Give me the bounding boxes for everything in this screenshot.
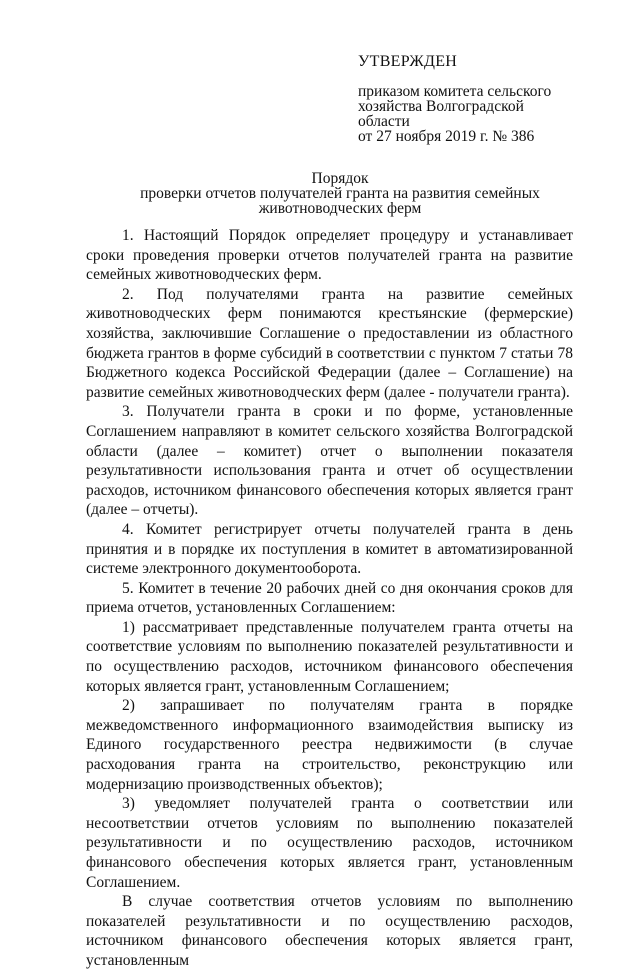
paragraph: 3) уведомляет получателей гранта о соответствии или несоответствии отчетов условиям по выполнению показателей результативности и по осуществлению расходов, источником финансового обеспечения которых является грант, установленным Соглашением. [86, 795, 573, 891]
document-body [86, 226, 573, 971]
title-line: проверки отчетов получателей гранта на развития семейных [140, 185, 540, 202]
paragraph: 2. Под получателями гранта на развитие семейных животноводческих ферм понимаются крестьянские (фермерские) хозяйства, заключившие Соглашение о предоставлении из областного бюджета грантов в форме субсидий в соответствии с пунктом 7 статьи 78 Бюджетного кодекса Российской Федерации (далее – Соглашение) на развитие семейных животноводческих ферм (далее - получатели гранта). [86, 285, 573, 401]
approval-line: хозяйства Волгоградской [358, 98, 524, 115]
paragraph: 5. Комитет в течение 20 рабочих дней со дня окончания сроков для приема отчетов, установленных Соглашением: [86, 579, 573, 617]
approval-line: от 27 ноября 2019 г. № 386 [358, 128, 535, 145]
paragraph: 1) рассматривает представленные получателем гранта отчеты на соответствие условиям по выполнению показателей результативности и по осуществлению расходов, источником финансового обеспечения которых является грант, установленным Соглашением; [86, 618, 573, 695]
approval-heading: УТВЕРЖДЕН [358, 53, 458, 70]
title-line: Порядок [311, 170, 369, 187]
approval-line: области [358, 113, 410, 130]
paragraph: 3. Получатели гранта в сроки и по форме, установленные Соглашением направляют в комитет сельского хозяйства Волгоградской области (далее – комитет) отчет о выполнении показателя результативности использования гранта и отчет об осуществлении расходов, источником финансового обеспечения которых является грант (далее – отчеты). [86, 403, 573, 519]
paragraph: В случае соответствия отчетов условиям по выполнению показателей результативности и по осуществлению расходов, источником финансового обеспечения которых является грант, установленным [86, 893, 573, 969]
paragraph: 1. Настоящий Порядок определяет процедуру и устанавливает сроки проведения проверки отчетов получателей гранта на развитие семейных животноводческих ферм. [86, 227, 573, 284]
approval-line: приказом комитета сельского [358, 83, 552, 100]
approval-stamp-block [358, 54, 598, 144]
document-title [90, 171, 590, 216]
title-line: животноводческих ферм [258, 200, 422, 217]
paragraph: 4. Комитет регистрирует отчеты получателей гранта в день принятия и в порядке их поступления в комитет в автоматизированной системе электронного документооборота. [86, 520, 573, 578]
paragraph: 2) запрашивает по получателям гранта в порядке межведомственного информационного взаимодействия выписку из Единого государственного реестра недвижимости (в случае расходования гранта на строительство, реконструкцию или модернизацию производственных объектов); [86, 697, 573, 793]
